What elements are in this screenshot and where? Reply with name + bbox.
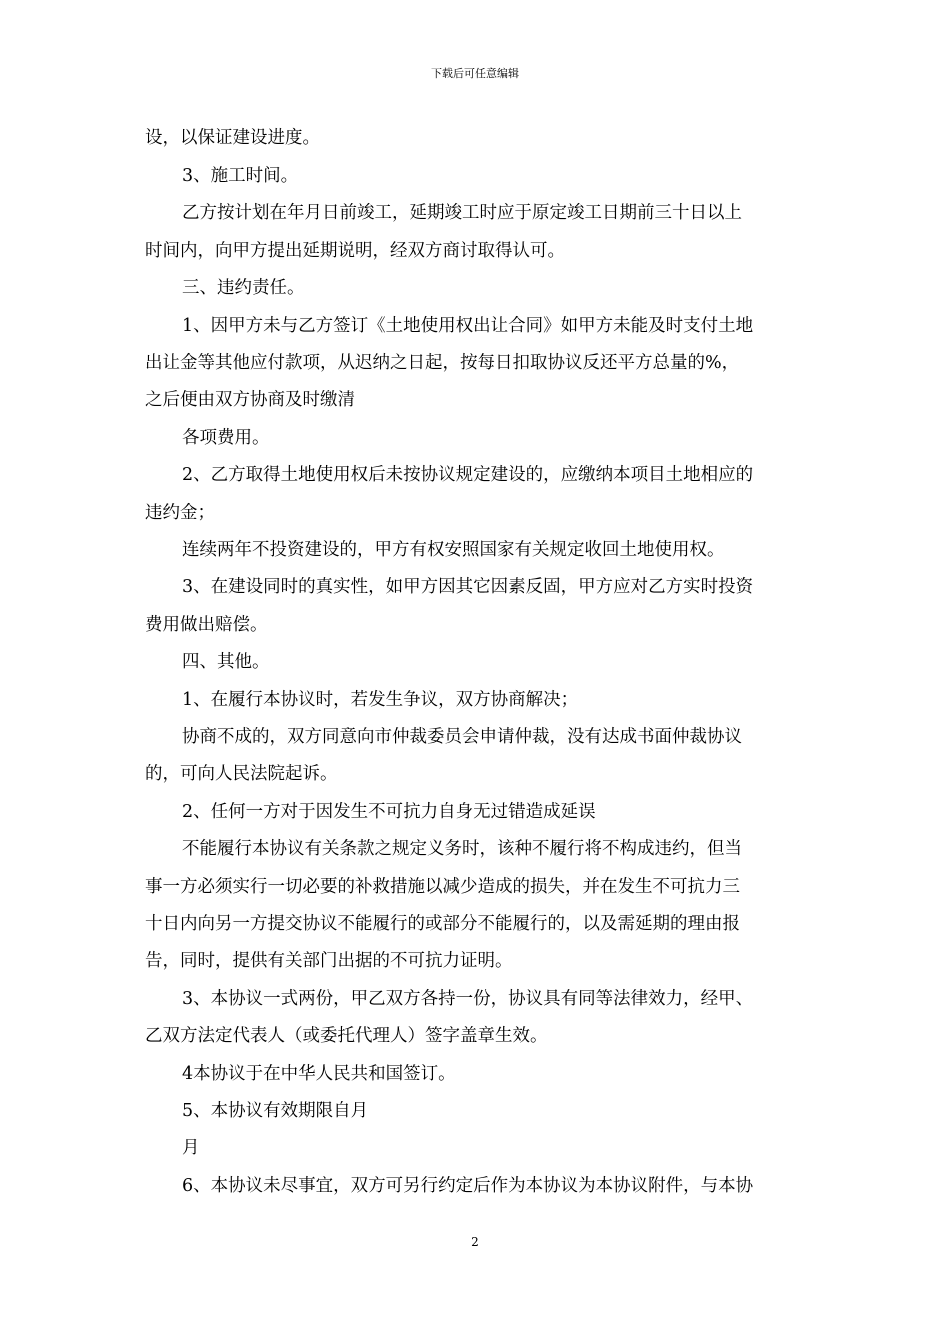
text-line: 四、其他。 (182, 652, 270, 672)
text-line: 时间内，向甲方提出延期说明，经双方商讨取得认可。 (145, 241, 565, 261)
text-line: 各项费用。 (182, 428, 270, 448)
text-line: 6、本协议未尽事宜，双方可另行约定后作为本协议为本协议附件，与本协 (182, 1176, 754, 1196)
text-line: 违约金； (145, 503, 215, 523)
text-line: 1、因甲方未与乙方签订《土地使用权出让合同》如甲方未能及时支付土地 (182, 316, 754, 336)
text-line: 之后便由双方协商及时缴清 (145, 390, 355, 410)
text-line: 出让金等其他应付款项，从迟纳之日起，按每日扣取协议反还平方总量的%， (145, 353, 740, 373)
text-line: 乙双方法定代表人（或委托代理人）签字盖章生效。 (145, 1026, 548, 1046)
page-number: 2 (471, 1235, 479, 1249)
text-line: 2、乙方取得土地使用权后未按协议规定建设的，应缴纳本项目土地相应的 (182, 465, 754, 485)
text-line: 十日内向另一方提交协议不能履行的或部分不能履行的，以及需延期的理由报 (145, 914, 740, 934)
text-line: 不能履行本协议有关条款之规定义务时，该种不履行将不构成违约，但当 (182, 839, 742, 859)
text-line: 5、本协议有效期限自月 (182, 1101, 369, 1121)
text-line: 3、施工时间。 (182, 166, 299, 186)
text-line: 3、本协议一式两份，甲乙双方各持一份，协议具有同等法律效力，经甲、 (182, 989, 754, 1009)
text-line: 费用做出赔偿。 (145, 615, 268, 635)
text-line: 月 (182, 1138, 200, 1158)
text-line: 设，以保证建设进度。 (145, 128, 320, 148)
text-line: 协商不成的，双方同意向市仲裁委员会申请仲裁，没有达成书面仲裁协议 (182, 727, 742, 747)
text-line: 1、在履行本协议时，若发生争议，双方协商解决； (182, 690, 579, 710)
text-line: 连续两年不投资建设的，甲方有权安照国家有关规定收回土地使用权。 (182, 540, 725, 560)
text-line: 3、在建设同时的真实性，如甲方因其它因素反固，甲方应对乙方实时投资 (182, 577, 754, 597)
text-line: 4本协议于在中华人民共和国签订。 (182, 1064, 456, 1084)
text-line: 2、任何一方对于因发生不可抗力自身无过错造成延误 (182, 802, 596, 822)
text-line: 的，可向人民法院起诉。 (145, 764, 338, 784)
text-line: 告，同时，提供有关部门出据的不可抗力证明。 (145, 951, 513, 971)
text-line: 三、违约责任。 (182, 278, 305, 298)
text-line: 事一方必须实行一切必要的补救措施以减少造成的损失，并在发生不可抗力三 (145, 877, 740, 897)
text-line: 乙方按计划在年月日前竣工，延期竣工时应于原定竣工日期前三十日以上 (182, 203, 742, 223)
page-header: 下载后可任意编辑 (431, 67, 519, 80)
